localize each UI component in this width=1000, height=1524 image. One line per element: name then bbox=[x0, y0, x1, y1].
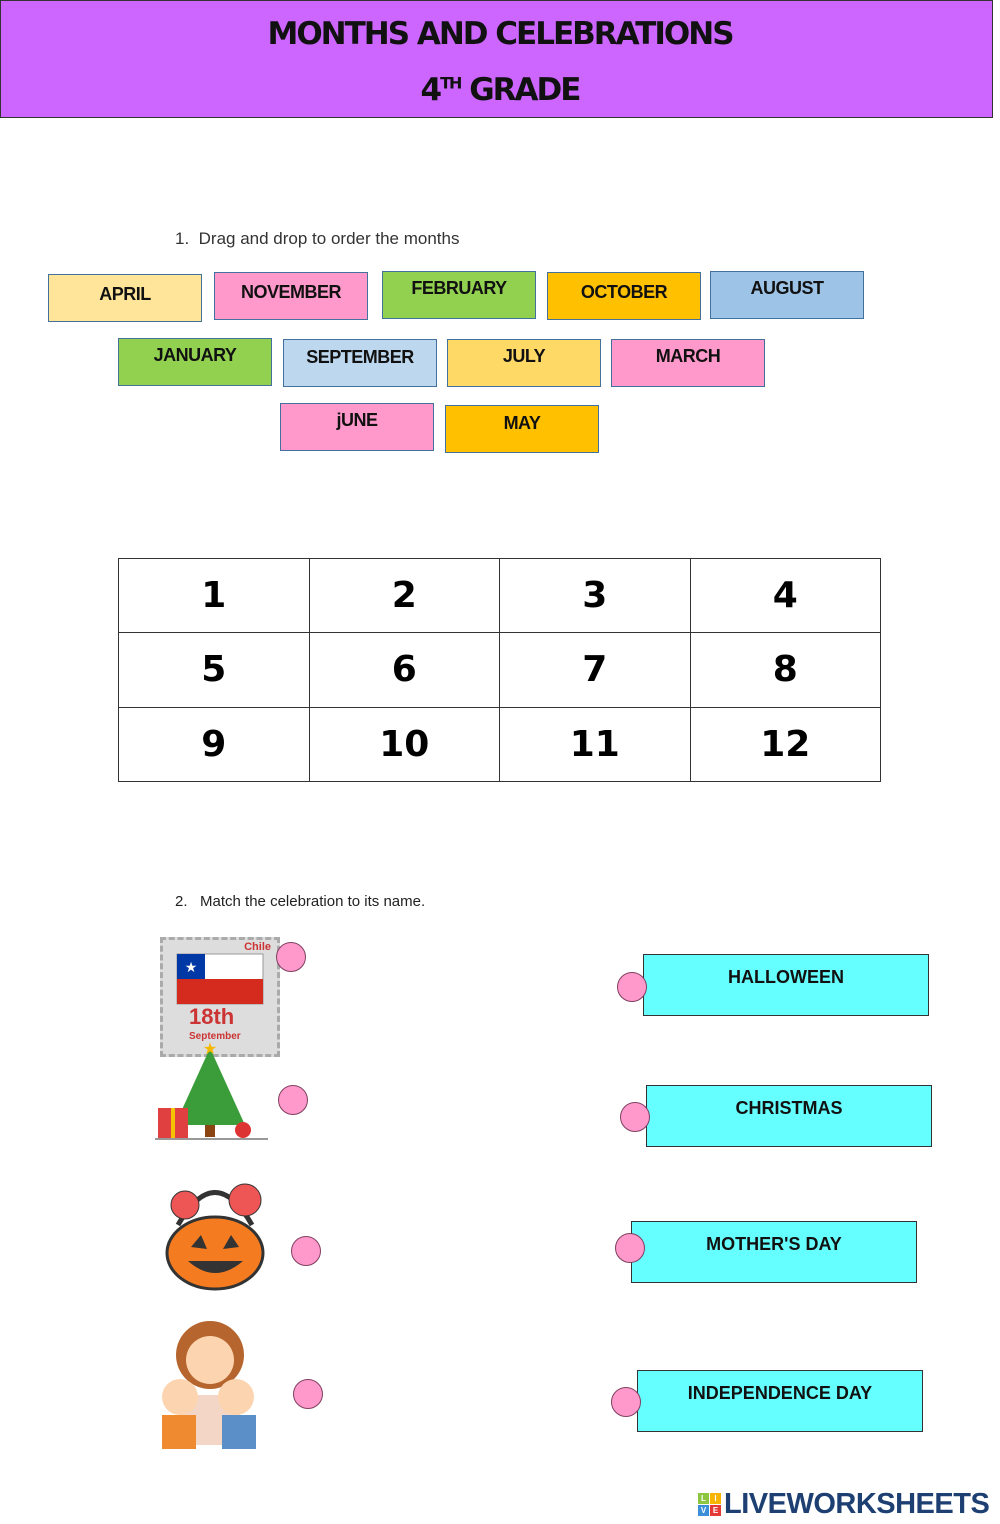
question-number: 2. bbox=[175, 893, 188, 910]
month-chip[interactable]: MARCH bbox=[611, 339, 765, 387]
match-dot-label-1[interactable] bbox=[617, 972, 647, 1002]
christmas-tree-image bbox=[155, 1040, 270, 1142]
celebration-label: MOTHER'S DAY bbox=[631, 1221, 917, 1283]
drop-slot[interactable]: 9 bbox=[119, 707, 310, 781]
match-dot-label-2[interactable] bbox=[620, 1102, 650, 1132]
logo-letter: L bbox=[698, 1493, 709, 1504]
chile-independence-stamp-image bbox=[160, 937, 280, 1057]
celebration-label: HALLOWEEN bbox=[643, 954, 929, 1016]
month-chip[interactable]: JANUARY bbox=[118, 338, 272, 386]
drop-slot[interactable]: 1 bbox=[119, 559, 310, 633]
drop-slot[interactable]: 3 bbox=[500, 559, 691, 633]
month-chip[interactable]: APRIL bbox=[48, 274, 202, 322]
drop-slot[interactable]: 8 bbox=[690, 633, 881, 707]
stamp-day: 18th bbox=[189, 1004, 235, 1029]
worksheet-title: MONTHS AND CELEBRATIONS bbox=[267, 16, 733, 52]
question-number: 1. bbox=[175, 229, 190, 248]
question-text: Drag and drop to order the months bbox=[198, 229, 460, 248]
drop-slot[interactable]: 10 bbox=[309, 707, 500, 781]
month-chip[interactable]: AUGUST bbox=[710, 271, 864, 319]
match-dot-label-4[interactable] bbox=[611, 1387, 641, 1417]
drop-slot[interactable]: 6 bbox=[309, 633, 500, 707]
drop-slot[interactable]: 7 bbox=[500, 633, 691, 707]
month-order-grid bbox=[118, 558, 881, 782]
stamp-country: Chile bbox=[244, 941, 271, 953]
grade-suffix: TH bbox=[440, 73, 461, 93]
month-chip[interactable]: JULY bbox=[447, 339, 601, 387]
month-chip[interactable]: jUNE bbox=[280, 403, 434, 451]
match-dot-image-4[interactable] bbox=[293, 1379, 323, 1409]
svg-text:★: ★ bbox=[202, 1041, 218, 1058]
logo-icon bbox=[698, 1493, 721, 1516]
match-dot-image-2[interactable] bbox=[278, 1085, 308, 1115]
celebration-label: CHRISTMAS bbox=[646, 1085, 932, 1147]
liveworksheets-logo bbox=[698, 1488, 989, 1521]
match-dot-label-3[interactable] bbox=[615, 1233, 645, 1263]
svg-text:★: ★ bbox=[184, 959, 198, 975]
drop-slot[interactable]: 5 bbox=[119, 633, 310, 707]
mothers-day-image bbox=[150, 1315, 270, 1451]
question-1 bbox=[175, 229, 459, 249]
grade-word: GRADE bbox=[469, 72, 580, 108]
drop-slot[interactable]: 4 bbox=[690, 559, 881, 633]
month-chip[interactable]: MAY bbox=[445, 405, 599, 453]
drop-slot[interactable]: 11 bbox=[500, 707, 691, 781]
drop-slot[interactable]: 2 bbox=[309, 559, 500, 633]
grade-number: 4 bbox=[420, 72, 441, 108]
title-banner bbox=[0, 0, 993, 118]
question-2 bbox=[175, 893, 425, 910]
logo-letter: I bbox=[710, 1493, 721, 1504]
logo-letter: E bbox=[710, 1505, 721, 1516]
grade-label bbox=[0, 72, 1000, 108]
drop-slot[interactable]: 12 bbox=[690, 707, 881, 781]
month-chip[interactable]: NOVEMBER bbox=[214, 272, 368, 320]
halloween-pumpkin-image bbox=[163, 1165, 267, 1291]
month-chip[interactable]: OCTOBER bbox=[547, 272, 701, 320]
month-chip[interactable]: FEBRUARY bbox=[382, 271, 536, 319]
brand-name: LIVEWORKSHEETS bbox=[724, 1488, 990, 1520]
celebration-label: INDEPENDENCE DAY bbox=[637, 1370, 923, 1432]
month-chip[interactable]: SEPTEMBER bbox=[283, 339, 437, 387]
match-dot-image-3[interactable] bbox=[291, 1236, 321, 1266]
match-dot-image-1[interactable] bbox=[276, 942, 306, 972]
stamp-month: September bbox=[189, 1031, 241, 1042]
question-text: Match the celebration to its name. bbox=[200, 893, 426, 910]
logo-letter: V bbox=[698, 1505, 709, 1516]
